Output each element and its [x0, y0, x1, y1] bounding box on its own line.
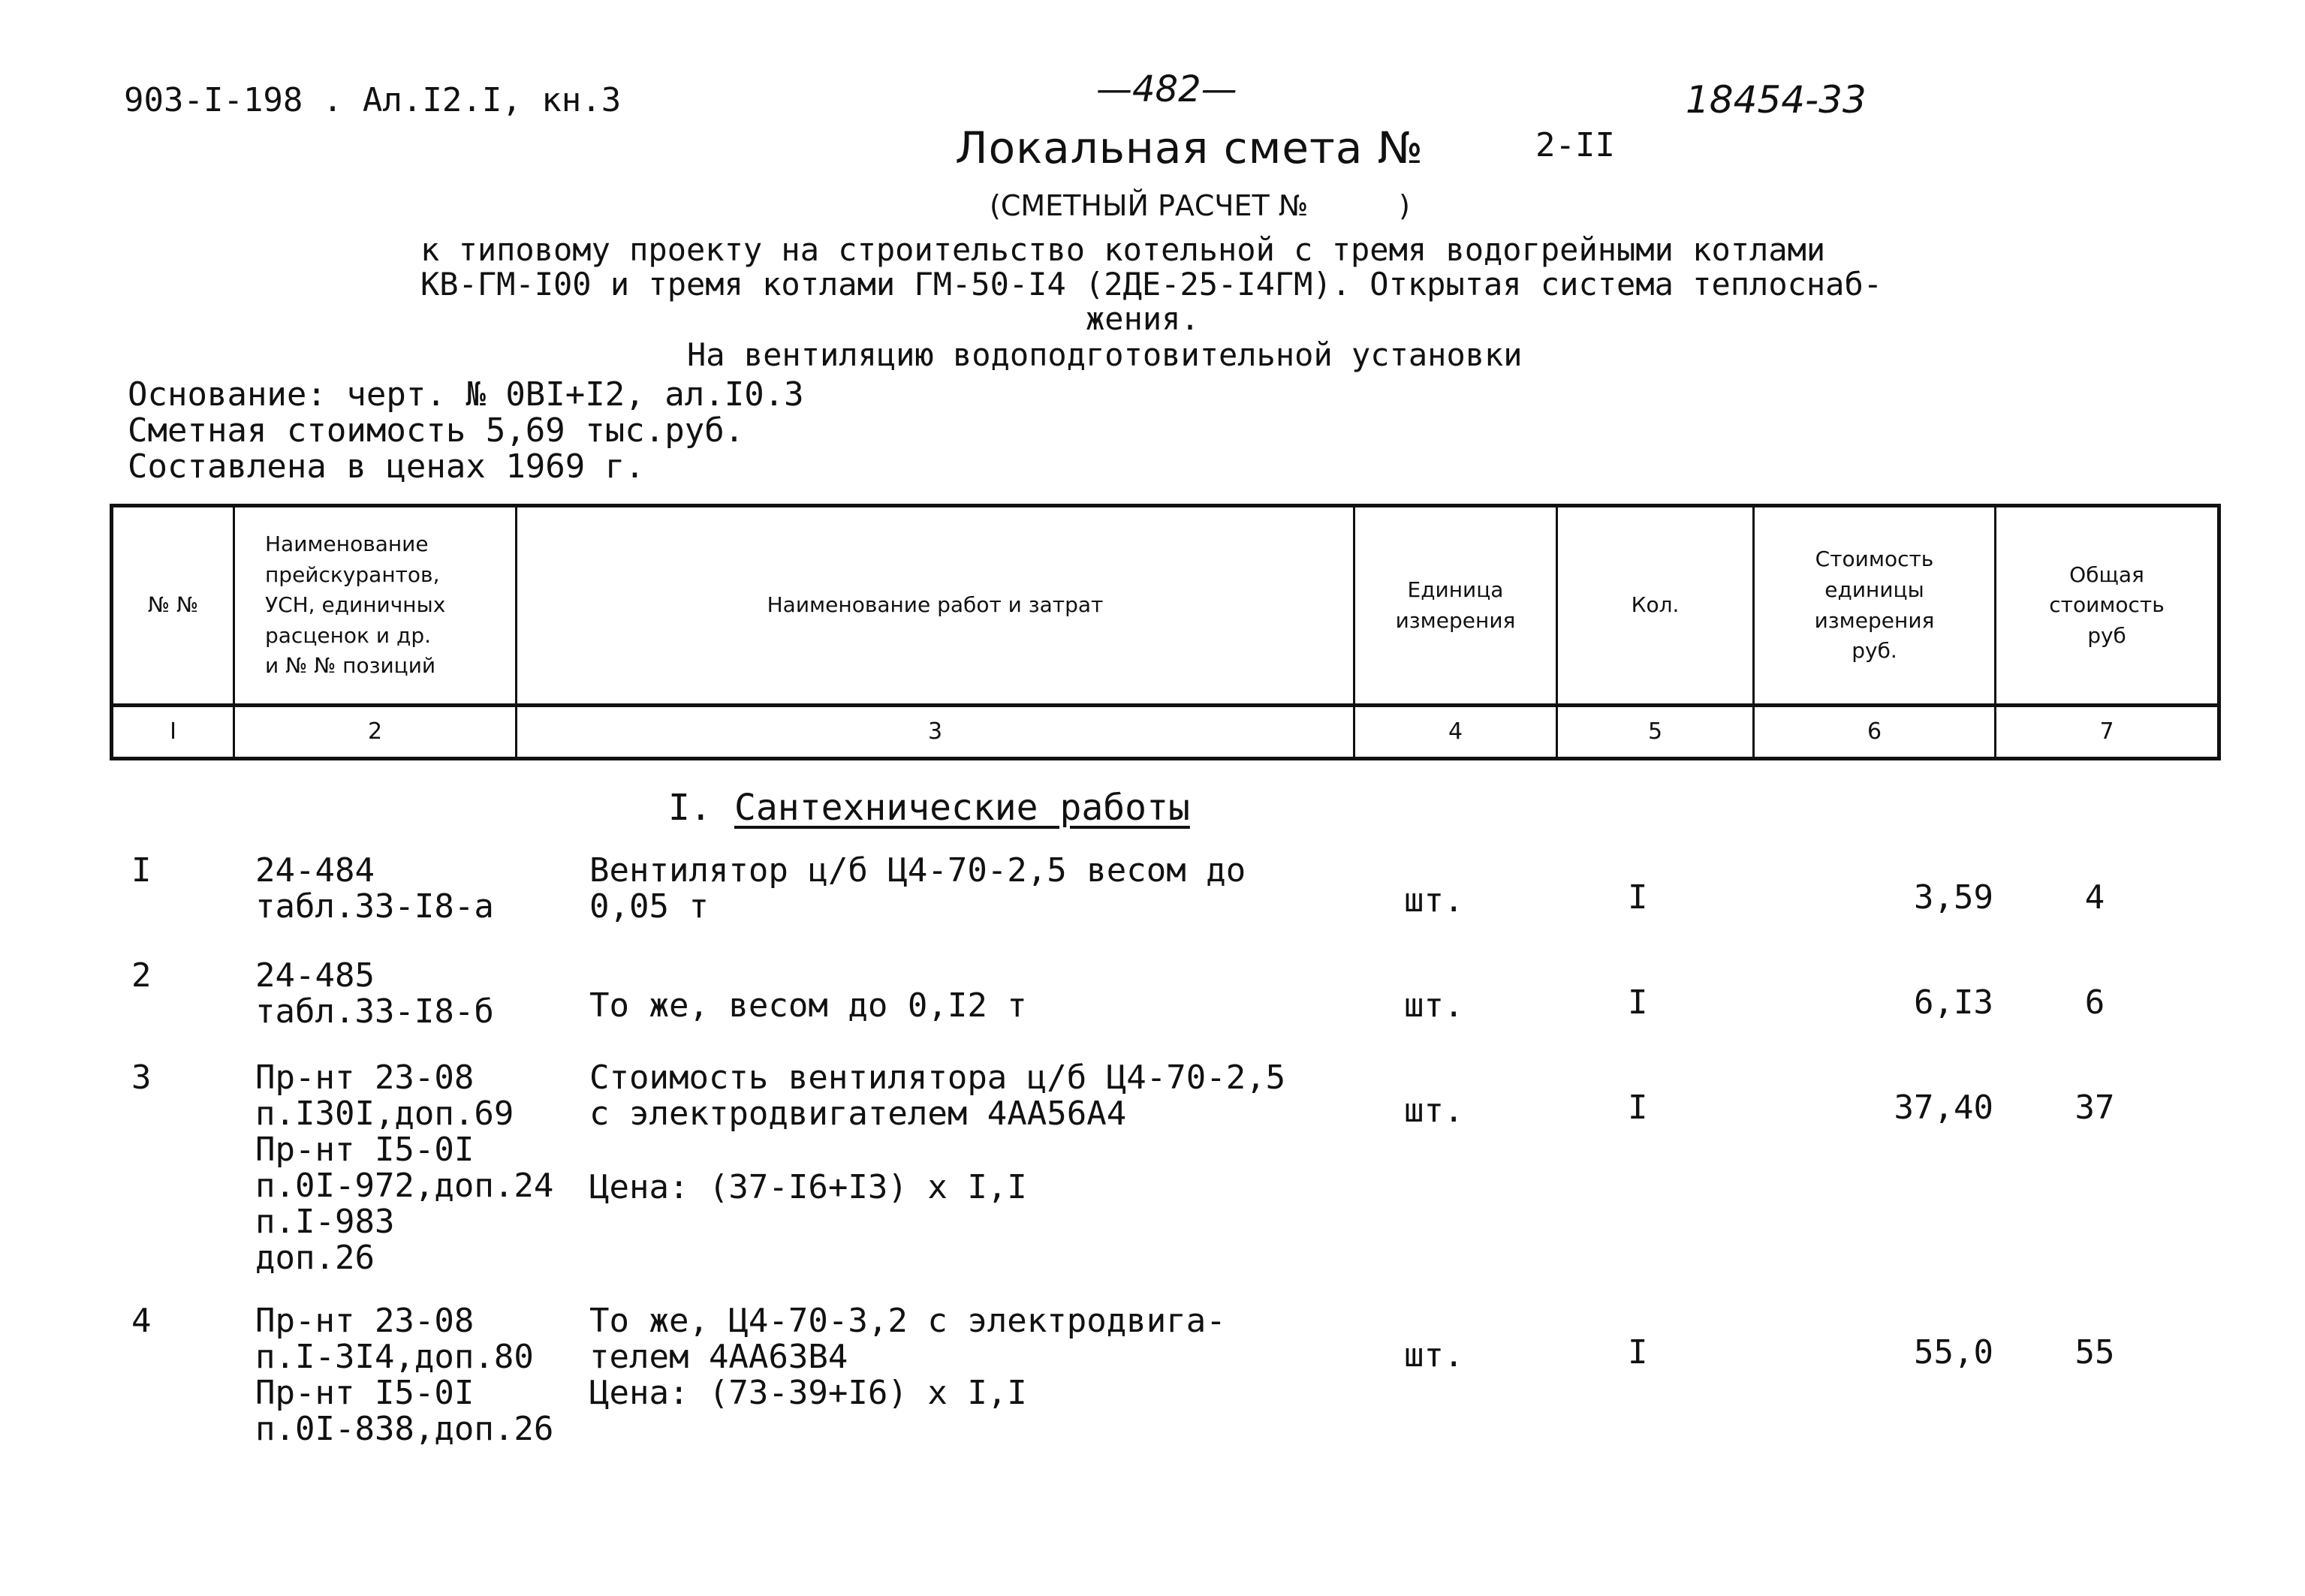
description-line: к типовому проекту на строительство котельной с тремя водогрейными котлами: [420, 231, 1826, 268]
row-total-cost: 4: [2084, 878, 2105, 917]
row-unit-cost: 37,40: [1894, 1089, 1993, 1127]
row-total-cost: 37: [2074, 1089, 2115, 1127]
header-cell-reference: Наименование прейскурантов, УСН, единичных расценок и др. и № № позиций: [235, 507, 517, 707]
estimate-table-header: [110, 504, 2221, 760]
column-number-cell: 7: [2099, 718, 2114, 745]
row-unit: шт.: [1404, 881, 1464, 920]
row-number: 2: [131, 956, 152, 995]
column-number-cell: 2: [235, 707, 517, 757]
section-number: I.: [668, 787, 712, 829]
row-work-name: Вентилятор ц/б Ц4-70-2,5 весом до 0,05 т: [589, 851, 1246, 926]
row-unit: шт.: [1404, 986, 1464, 1025]
cost-line: Сметная стоимость 5,69 тыс.руб.: [128, 411, 745, 450]
row-work-name: Стоимость вентилятора ц/б Ц4-70-2,5 с электродвигателем 4АА56А4: [589, 1058, 1286, 1133]
row-work-name: То же, Ц4-70-3,2 с электродвига- телем 4АА63В4 Цена: (73-39+I6) х I,I: [589, 1302, 1226, 1412]
row-reference: 24-485 табл.33-I8-б: [255, 956, 494, 1031]
document-code: 903-I-198 . Ал.I2.I, кн.3: [124, 81, 622, 119]
column-number-cell: 4: [1355, 707, 1558, 757]
column-number-cell: 6: [1755, 707, 1996, 757]
basis-line: Основание: черт. № 0BI+I2, ал.I0.3: [128, 375, 804, 414]
header-cell-number: № №: [113, 507, 235, 707]
header-cell-quantity: Кол.: [1558, 507, 1755, 707]
row-reference: Пр-нт 23-08 п.I30I,доп.69 Пр-нт I5-0I п.0I-972,доп.24 п.I-983 доп.26: [255, 1058, 554, 1277]
row-total-cost: 55: [2074, 1333, 2115, 1372]
row-unit: шт.: [1404, 1336, 1464, 1375]
row-reference: 24-484 табл.33-I8-а: [255, 851, 494, 926]
row-total-cost: 6: [2084, 983, 2105, 1022]
row-quantity: I: [1628, 878, 1648, 917]
column-number-cell: 3: [517, 707, 1355, 757]
row-number: 3: [131, 1058, 152, 1097]
page-number: —482—: [1096, 68, 1237, 110]
column-number-cell: I: [113, 707, 235, 757]
column-number-cell: 5: [1558, 707, 1755, 757]
header-cell-total-cost: Общая стоимость руб: [1996, 507, 2217, 707]
header-cell-unit: Единица измерения: [1355, 507, 1558, 707]
row-work-name: То же, весом до 0,I2 т: [589, 986, 1027, 1025]
archive-number: 18454-33: [1686, 78, 1867, 122]
header-cell-unit-cost: Стоимость единицы измерения руб.: [1755, 507, 1996, 707]
row-unit-cost: 3,59: [1914, 878, 1993, 917]
row-unit: шт.: [1404, 1092, 1464, 1130]
row-quantity: I: [1628, 1333, 1648, 1372]
description-line: жения.: [1086, 300, 1200, 337]
estimate-title: Локальная смета №: [955, 122, 1424, 173]
estimate-subtitle: (СМЕТНЫЙ РАСЧЕТ № ): [990, 189, 1410, 222]
row-unit-cost: 6,I3: [1914, 983, 1993, 1022]
estimate-number: 2-II: [1535, 126, 1615, 164]
prices-year-line: Составлена в ценах 1969 г.: [128, 447, 645, 486]
row-quantity: I: [1628, 983, 1648, 1022]
description-line: На вентиляцию водоподготовительной установки: [687, 336, 1523, 373]
description-line: КВ-ГМ-I00 и тремя котлами ГМ-50-I4 (2ДЕ-25-I4ГМ). Открытая система теплоснаб-: [420, 266, 1883, 303]
row-unit-cost: 55,0: [1914, 1333, 1993, 1372]
row-quantity: I: [1628, 1089, 1648, 1127]
section-title: Сантехнические работы: [734, 787, 1190, 829]
header-cell-work-name: Наименование работ и затрат: [517, 507, 1355, 707]
row-number: I: [131, 851, 152, 890]
row-price-formula: Цена: (37-I6+I3) х I,I: [589, 1168, 1027, 1206]
row-reference: Пр-нт 23-08 п.I-3I4,доп.80 Пр-нт I5-0I п.0I-838,доп.26: [255, 1302, 554, 1448]
row-number: 4: [131, 1302, 152, 1340]
